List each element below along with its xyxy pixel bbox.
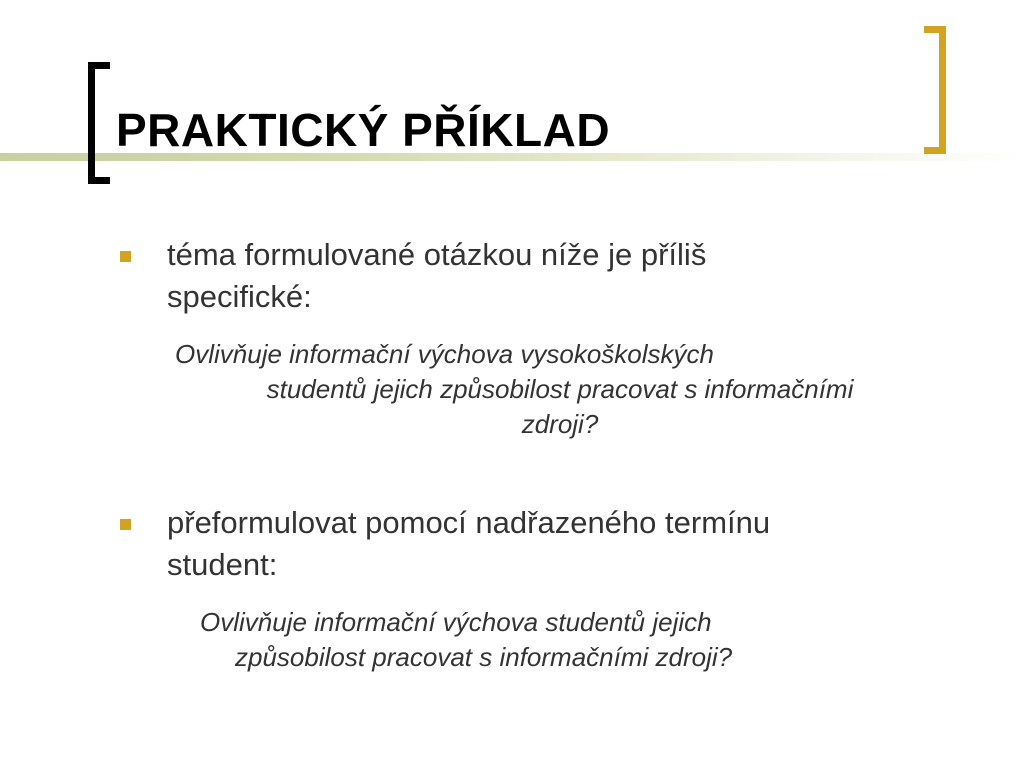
slide-title: PRAKTICKÝ PŘÍKLAD bbox=[116, 104, 611, 156]
bullet-1-quote-line-2: studentů jejich způsobilost pracovat s informačními bbox=[266, 374, 854, 404]
bullet-square-icon bbox=[120, 519, 131, 530]
bullet-1-line-2: specifické: bbox=[167, 279, 312, 314]
bullet-2-quote-line-2: způsobilost pracovat s informačními zdroji? bbox=[235, 642, 733, 672]
right-bracket-decoration bbox=[924, 26, 946, 154]
bullet-2-text bbox=[167, 502, 770, 586]
bullet-1-quote-line-1: Ovlivňuje informační výchova vysokoškolských bbox=[175, 339, 714, 369]
left-bracket-decoration bbox=[88, 62, 110, 184]
bullet-1-text bbox=[167, 234, 706, 318]
bullet-1-quote bbox=[150, 337, 970, 442]
bullet-2-line-2: student: bbox=[167, 547, 278, 582]
bullet-1-line-1: téma formulované otázkou níže je příliš bbox=[167, 237, 707, 272]
bullet-2-quote bbox=[150, 605, 970, 675]
bullet-2-line-1: přeformulovat pomocí nadřazeného termínu bbox=[167, 505, 771, 540]
bullet-2-quote-line-1: Ovlivňuje informační výchova studentů jejich bbox=[200, 607, 712, 637]
bullet-1-quote-line-3: zdroji? bbox=[521, 409, 599, 439]
bullet-square-icon bbox=[120, 251, 131, 262]
